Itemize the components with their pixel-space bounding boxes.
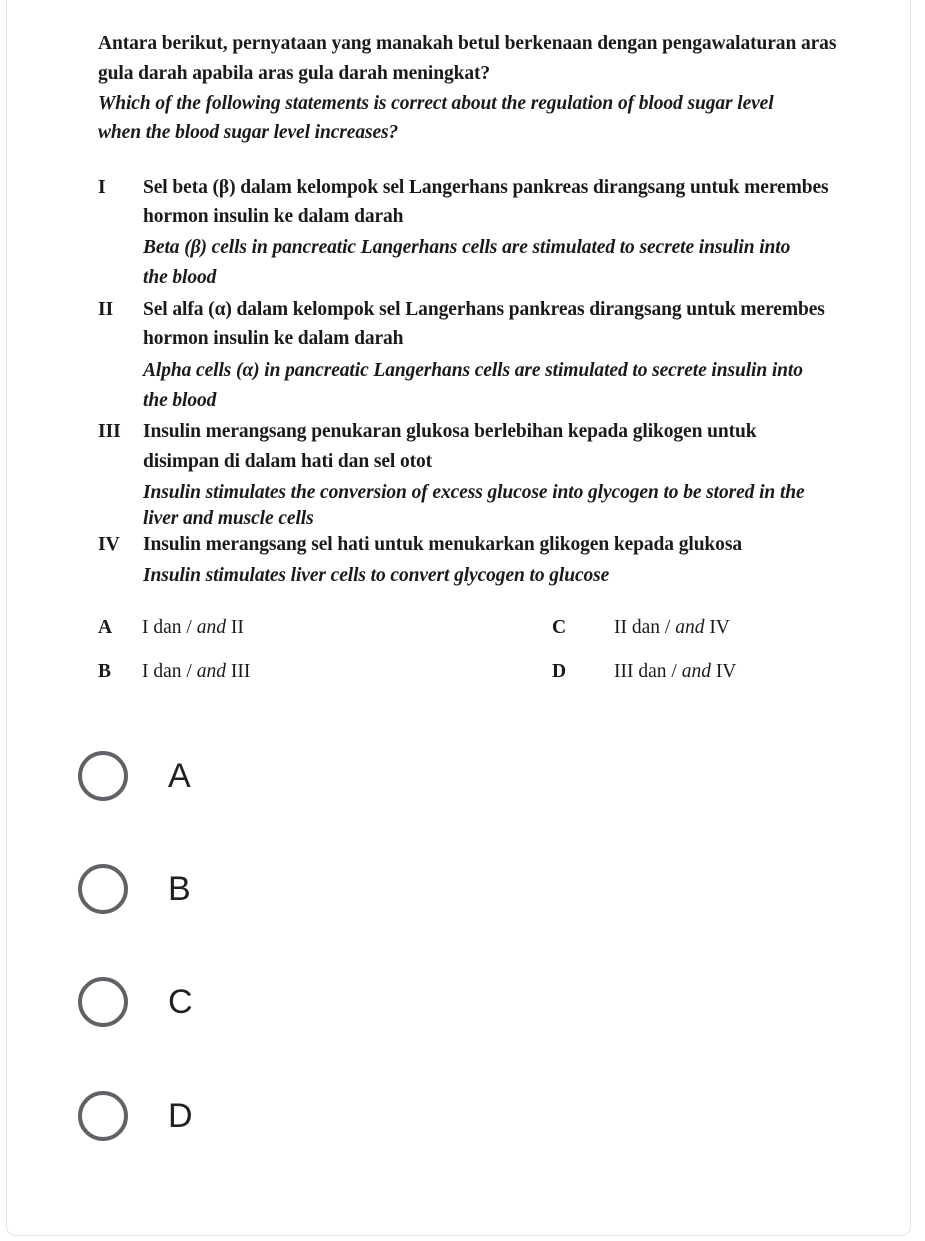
statement-4-malay-line-1: Insulin merangsang sel hati untuk menukarkan glikogen kepada glukosa [143,534,742,555]
statement-2-english-line-2: the blood [143,390,217,411]
option-text-d [614,660,736,684]
stem-english-line-2: when the blood sugar level increases? [98,122,399,143]
radio-button-d[interactable] [78,1091,128,1141]
option-text-b [142,660,250,684]
option-letter-c: C [552,617,567,638]
choice-b[interactable] [78,861,191,917]
choice-label-a: A [168,756,191,795]
choice-label-c: C [168,982,193,1021]
option-b-and: and [196,661,226,682]
stem-malay-line-2: gula darah apabila aras gula darah meningkat? [98,63,491,84]
statement-numeral-1: I [98,177,106,198]
choice-d[interactable] [78,1088,193,1144]
statement-1-english-line-2: the blood [143,267,217,288]
option-c-pre: II dan / [614,617,676,638]
statement-3-malay-line-1: Insulin merangsang penukaran glukosa berlebihan kepada glikogen untuk [143,421,757,442]
option-b-post: III [225,661,251,682]
choice-label-d: D [168,1096,193,1135]
stem-english-line-1: Which of the following statements is correct about the regulation of blood sugar level [98,93,774,114]
option-d-post: IV [710,661,737,682]
option-c-post: IV [704,617,730,638]
option-c-and: and [675,617,705,638]
statement-2-malay-line-2: hormon insulin ke dalam darah [143,328,404,349]
radio-button-b[interactable] [78,864,128,914]
statement-2-malay-line-1: Sel alfa (α) dalam kelompok sel Langerhans pankreas dirangsang untuk merembes [143,299,825,320]
option-d-and: and [681,661,711,682]
option-letter-a: A [98,617,113,638]
choice-c[interactable] [78,974,193,1030]
statement-numeral-2: II [98,299,114,320]
radio-button-a[interactable] [78,751,128,801]
statement-2-english-line-1: Alpha cells (α) in pancreatic Langerhans cells are stimulated to secrete insulin into [143,360,803,381]
option-letter-b: B [98,661,112,682]
option-a-pre: I dan / [142,617,197,638]
option-a-and: and [196,617,226,638]
statement-3-malay-line-2: disimpan di dalam hati dan sel otot [143,451,433,472]
statement-numeral-3: III [98,421,121,442]
stem-malay-line-1: Antara berikut, pernyataan yang manakah betul berkenaan dengan pengawalaturan aras [98,33,837,54]
statement-3-english-line-2: liver and muscle cells [143,508,314,529]
option-text-c [614,616,730,640]
statement-1-english-line-1: Beta (β) cells in pancreatic Langerhans cells are stimulated to secrete insulin into [143,237,791,258]
statement-1-malay-line-2: hormon insulin ke dalam darah [143,206,404,227]
option-d-pre: III dan / [614,661,682,682]
option-letter-d: D [552,661,567,682]
statement-1-malay-line-1: Sel beta (β) dalam kelompok sel Langerhans pankreas dirangsang untuk merembes [143,177,829,198]
choice-label-b: B [168,869,191,908]
statement-numeral-4: IV [98,534,120,555]
option-b-pre: I dan / [142,661,197,682]
statement-4-english-line-1: Insulin stimulates liver cells to convert glycogen to glucose [143,565,610,586]
choice-a[interactable] [78,748,191,804]
option-a-post: II [225,617,244,638]
radio-button-c[interactable] [78,977,128,1027]
statement-3-english-line-1: Insulin stimulates the conversion of excess glucose into glycogen to be stored in the [143,482,805,503]
option-text-a [142,616,244,640]
